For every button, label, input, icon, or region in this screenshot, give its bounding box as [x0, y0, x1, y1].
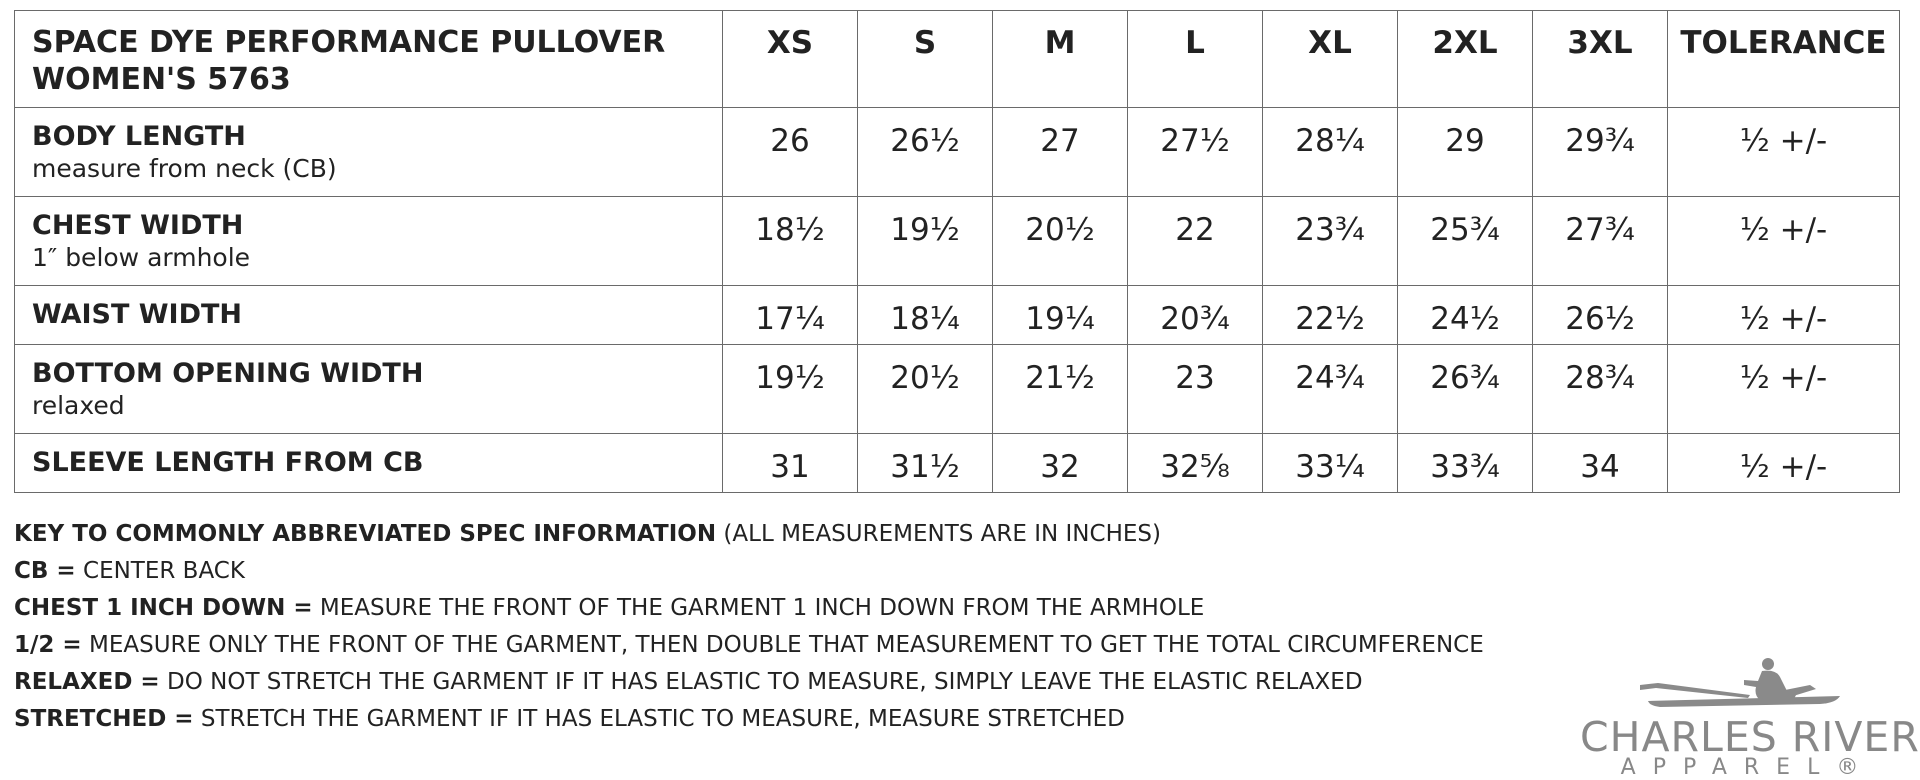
size-chart-table	[14, 10, 1900, 493]
product-title	[15, 11, 723, 108]
value-cell: 28¼	[1263, 108, 1398, 197]
measurement-label	[15, 286, 723, 345]
tolerance-cell: ½ +/-	[1668, 197, 1900, 286]
value-cell: 26¾	[1398, 345, 1533, 434]
key-term: STRETCHED =	[14, 706, 194, 732]
table-row-chest-width	[15, 197, 1900, 286]
measurement-label	[15, 434, 723, 493]
value-cell: 23	[1128, 345, 1263, 434]
key-item-half	[14, 627, 1514, 664]
value-cell: 25¾	[1398, 197, 1533, 286]
key-term: 1/2 =	[14, 632, 82, 658]
value-cell: 22	[1128, 197, 1263, 286]
value-cell: 26½	[858, 108, 993, 197]
key-term: RELAXED =	[14, 669, 160, 695]
tolerance-cell: ½ +/-	[1668, 434, 1900, 493]
value-cell: 20½	[993, 197, 1128, 286]
tolerance-cell: ½ +/-	[1668, 108, 1900, 197]
value-cell: 27¾	[1533, 197, 1668, 286]
value-cell: 27½	[1128, 108, 1263, 197]
measurement-name: BODY LENGTH	[32, 121, 246, 152]
key-definition: MEASURE THE FRONT OF THE GARMENT 1 INCH DOWN FROM THE ARMHOLE	[312, 595, 1205, 621]
value-cell: 33¼	[1263, 434, 1398, 493]
key-term: CHEST 1 INCH DOWN =	[14, 595, 313, 621]
value-cell: 33¾	[1398, 434, 1533, 493]
measurement-name: SLEEVE LENGTH FROM CB	[32, 447, 424, 478]
measurement-note: measure from neck (CB)	[32, 154, 337, 183]
key-definition: CENTER BACK	[75, 558, 245, 584]
key-definition: DO NOT STRETCH THE GARMENT IF IT HAS ELASTIC TO MEASURE, SIMPLY LEAVE THE ELASTIC RELAXED	[159, 669, 1363, 695]
charles-river-logo	[1580, 655, 1920, 780]
value-cell: 24½	[1398, 286, 1533, 345]
key-item-stretched	[14, 701, 1514, 738]
key-definition: STRETCH THE GARMENT IF IT HAS ELASTIC TO MEASURE, MEASURE STRETCHED	[193, 706, 1125, 732]
measurement-note: 1″ below armhole	[32, 243, 251, 272]
product-title-line2: WOMEN'S 5763	[32, 62, 291, 97]
value-cell: 24¾	[1263, 345, 1398, 434]
value-cell: 21½	[993, 345, 1128, 434]
measurement-name: WAIST WIDTH	[32, 299, 243, 330]
key-item-relaxed	[14, 664, 1514, 701]
table-row-waist-width	[15, 286, 1900, 345]
measurement-name: BOTTOM OPENING WIDTH	[32, 358, 424, 389]
size-header-2xl: 2XL	[1398, 11, 1533, 108]
value-cell: 19½	[858, 197, 993, 286]
size-header-m: M	[993, 11, 1128, 108]
value-cell: 32⅝	[1128, 434, 1263, 493]
measurement-label	[15, 345, 723, 434]
measurement-note: relaxed	[32, 391, 125, 420]
value-cell: 20¾	[1128, 286, 1263, 345]
tolerance-cell: ½ +/-	[1668, 286, 1900, 345]
measurement-label	[15, 108, 723, 197]
value-cell: 32	[993, 434, 1128, 493]
value-cell: 23¾	[1263, 197, 1398, 286]
measurement-name: CHEST WIDTH	[32, 210, 244, 241]
value-cell: 22½	[1263, 286, 1398, 345]
measurement-label	[15, 197, 723, 286]
value-cell: 29¾	[1533, 108, 1668, 197]
key-definition: (ALL MEASUREMENTS ARE IN INCHES)	[716, 521, 1161, 547]
key-heading	[14, 516, 1514, 553]
value-cell: 31½	[858, 434, 993, 493]
key-item-chest	[14, 590, 1514, 627]
key-term: CB =	[14, 558, 76, 584]
value-cell: 19½	[723, 345, 858, 434]
value-cell: 20½	[858, 345, 993, 434]
value-cell: 31	[723, 434, 858, 493]
value-cell: 19¼	[993, 286, 1128, 345]
rower-icon	[1640, 655, 1850, 713]
tolerance-header: TOLERANCE	[1668, 11, 1900, 108]
size-header-xl: XL	[1263, 11, 1398, 108]
key-item-cb	[14, 553, 1514, 590]
size-header-s: S	[858, 11, 993, 108]
value-cell: 18¼	[858, 286, 993, 345]
value-cell: 29	[1398, 108, 1533, 197]
tolerance-cell: ½ +/-	[1668, 345, 1900, 434]
table-row-body-length	[15, 108, 1900, 197]
value-cell: 26	[723, 108, 858, 197]
value-cell: 17¼	[723, 286, 858, 345]
header-row	[15, 11, 1900, 108]
product-title-line1: SPACE DYE PERFORMANCE PULLOVER	[32, 25, 666, 60]
key-term: KEY TO COMMONLY ABBREVIATED SPEC INFORMATION	[14, 521, 717, 547]
size-header-xs: XS	[723, 11, 858, 108]
value-cell: 18½	[723, 197, 858, 286]
value-cell: 34	[1533, 434, 1668, 493]
value-cell: 28¾	[1533, 345, 1668, 434]
table-row-bottom-opening-width	[15, 345, 1900, 434]
spec-key	[14, 516, 1514, 738]
size-header-l: L	[1128, 11, 1263, 108]
value-cell: 27	[993, 108, 1128, 197]
logo-subtext: APPAREL®	[1620, 755, 1876, 780]
table-row-sleeve-length	[15, 434, 1900, 493]
size-header-3xl: 3XL	[1533, 11, 1668, 108]
key-definition: MEASURE ONLY THE FRONT OF THE GARMENT, THEN DOUBLE THAT MEASUREMENT TO GET THE TOTAL CIRCUMFERENCE	[81, 632, 1484, 658]
logo-name: CHARLES RIVER	[1580, 713, 1920, 761]
value-cell: 26½	[1533, 286, 1668, 345]
